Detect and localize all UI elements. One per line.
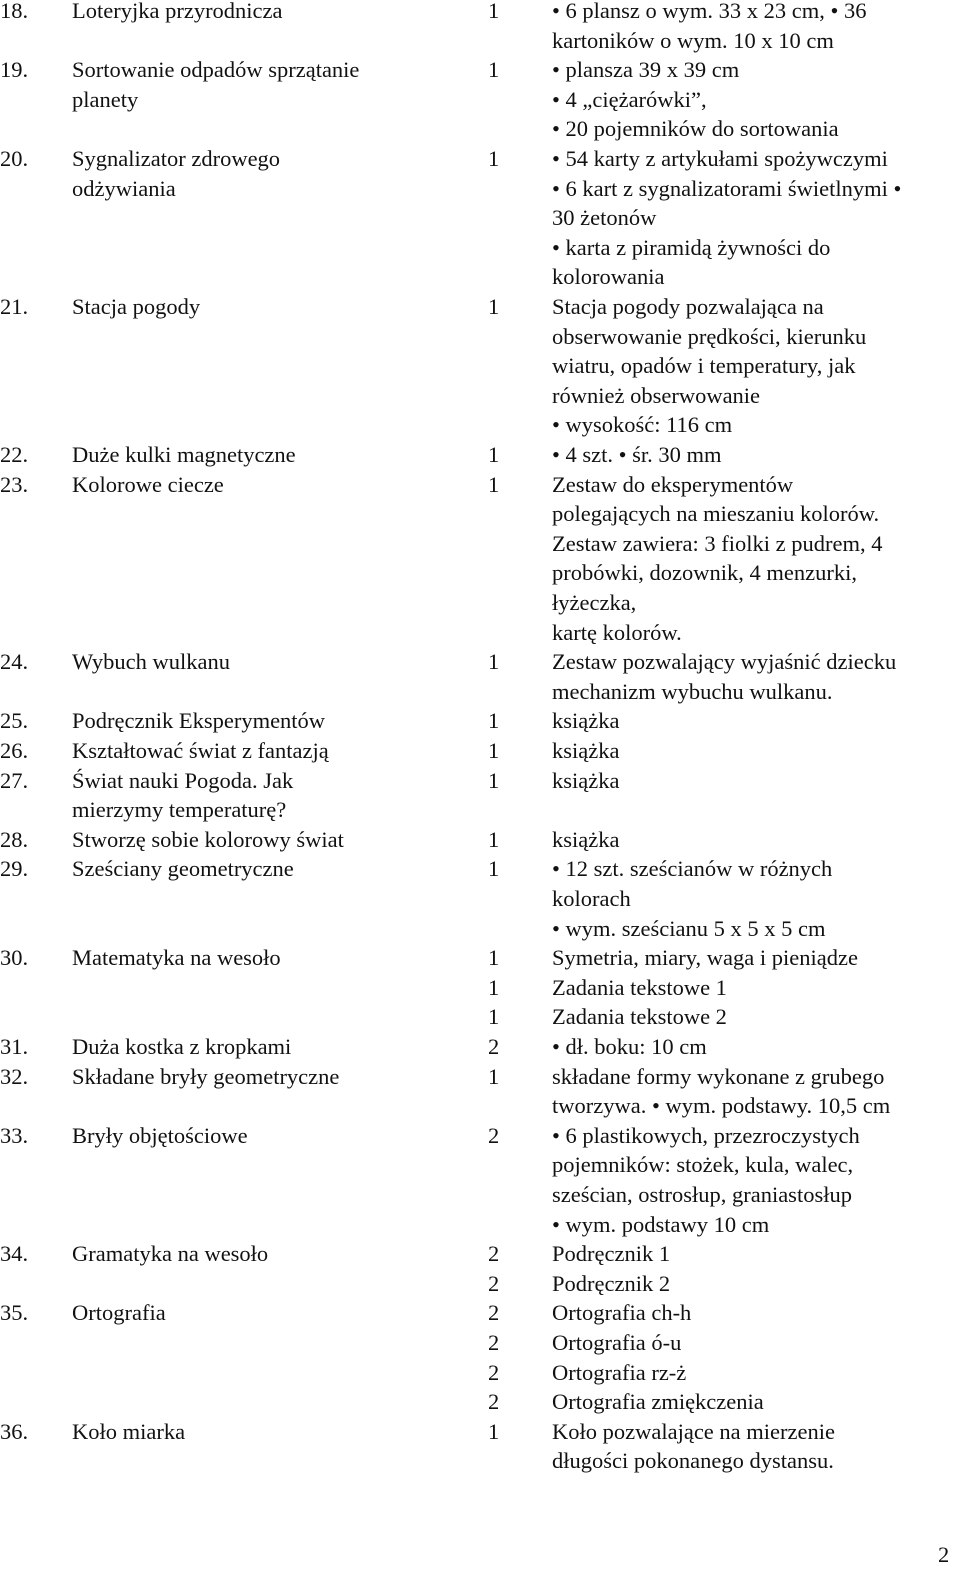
list-item	[0, 440, 960, 470]
item-description: Podręcznik 1	[552, 1241, 671, 1267]
item-description: • 4 „ciężarówki”,	[552, 86, 707, 112]
item-description: książka	[552, 738, 620, 763]
item-description: Symetria, miary, waga i pieniądze	[552, 945, 858, 971]
item-description: • dł. boku: 10 cm	[552, 1034, 707, 1059]
list-item	[0, 144, 960, 292]
item-name: Kształtować świat z fantazją	[72, 738, 329, 763]
item-description: Ortografia ch-h	[552, 1300, 692, 1326]
item-description: kartoników o wym. 10 x 10 cm	[552, 27, 834, 53]
item-description: sześcian, ostrosłup, graniastosłup	[552, 1181, 852, 1207]
item-number: 33.	[0, 1122, 29, 1148]
item-quantity: 2	[488, 1329, 500, 1355]
item-description: również obserwowanie	[552, 382, 761, 408]
list-item	[0, 943, 960, 1032]
list-item	[0, 0, 960, 55]
item-description: mechanizm wybuchu wulkanu.	[552, 678, 833, 704]
item-description: Zadania tekstowe 1	[552, 974, 727, 1000]
item-quantity: 1	[488, 649, 500, 675]
item-number: 18.	[0, 0, 29, 23]
item-name: Składane bryły geometryczne	[72, 1063, 340, 1089]
item-quantity: 1	[488, 1004, 500, 1030]
item-description: łyżeczka,	[552, 589, 637, 615]
item-name: Duże kulki magnetyczne	[72, 442, 296, 467]
item-description: książka	[552, 767, 620, 793]
item-name: Koło miarka	[72, 1418, 186, 1444]
item-description: • 4 szt. • śr. 30 mm	[552, 442, 722, 467]
item-description: Podręcznik 2	[552, 1270, 671, 1296]
item-quantity: 1	[488, 767, 500, 793]
item-quantity: 1	[488, 1063, 500, 1089]
item-name: Sortowanie odpadów sprzątanie	[72, 57, 360, 83]
item-name: Matematyka na wesoło	[72, 945, 281, 971]
list-item	[0, 1417, 960, 1476]
item-number: 21.	[0, 294, 29, 319]
item-quantity: 1	[488, 974, 500, 1000]
list-item	[0, 1121, 960, 1239]
item-quantity: 1	[488, 826, 500, 852]
item-number: 31.	[0, 1034, 29, 1059]
item-description: • karta z piramidą żywności do	[552, 234, 831, 260]
item-number: 20.	[0, 146, 29, 171]
item-name: mierzymy temperaturę?	[72, 797, 287, 823]
item-description: • 12 szt. sześcianów w różnych	[552, 856, 833, 882]
item-description: polegających na mieszaniu kolorów.	[552, 501, 880, 527]
item-name: Gramatyka na wesoło	[72, 1241, 269, 1267]
item-number: 34.	[0, 1241, 29, 1267]
item-description: Zestaw zawiera: 3 fiolki z pudrem, 4	[552, 530, 883, 556]
item-description: • 20 pojemników do sortowania	[552, 116, 839, 142]
list-item	[0, 736, 960, 766]
item-quantity: 2	[488, 1270, 500, 1296]
item-quantity: 1	[488, 1418, 500, 1444]
item-description: Ortografia rz-ż	[552, 1359, 687, 1385]
item-name: Stacja pogody	[72, 294, 201, 319]
item-quantity: 1	[488, 945, 500, 971]
item-description: pojemników: stożek, kula, walec,	[552, 1152, 854, 1178]
list-item	[0, 1239, 960, 1298]
item-quantity: 2	[488, 1359, 500, 1385]
list-item	[0, 1062, 960, 1121]
item-description: Koło pozwalające na mierzenie	[552, 1418, 835, 1444]
item-description: Zadania tekstowe 2	[552, 1004, 727, 1030]
item-quantity: 1	[488, 146, 500, 171]
item-name: Wybuch wulkanu	[72, 649, 230, 675]
list-item	[0, 470, 960, 648]
list-item	[0, 706, 960, 736]
item-quantity: 1	[488, 708, 500, 734]
item-number: 22.	[0, 442, 29, 467]
item-description: składane formy wykonane z grubego	[552, 1063, 885, 1089]
item-quantity: 1	[488, 856, 500, 882]
item-name: Bryły objętościowe	[72, 1122, 248, 1148]
list-item	[0, 647, 960, 706]
item-name: Sygnalizator zdrowego	[72, 146, 281, 171]
item-name: Kolorowe ciecze	[72, 471, 224, 497]
item-description: • 54 karty z artykułami spożywczymi	[552, 146, 888, 171]
item-description: Ortografia zmiękczenia	[552, 1389, 764, 1415]
item-quantity: 2	[488, 1300, 500, 1326]
item-description: wiatru, opadów i temperatury, jak	[552, 353, 856, 379]
item-quantity: 2	[488, 1034, 500, 1059]
item-description: kartę kolorów.	[552, 619, 682, 645]
item-description: obserwowanie prędkości, kierunku	[552, 323, 867, 349]
item-number: 25.	[0, 708, 29, 734]
item-description: Stacja pogody pozwalająca na	[552, 294, 824, 319]
item-description: 30 żetonów	[552, 205, 657, 231]
item-description: książka	[552, 708, 620, 734]
item-number: 29.	[0, 856, 29, 882]
item-description: książka	[552, 826, 620, 852]
item-description: probówki, dozownik, 4 menzurki,	[552, 560, 857, 586]
item-number: 36.	[0, 1418, 29, 1444]
item-quantity: 1	[488, 57, 500, 83]
item-name: Podręcznik Eksperymentów	[72, 708, 326, 734]
item-name: odżywiania	[72, 175, 176, 201]
item-number: 26.	[0, 738, 29, 763]
list-item	[0, 1032, 960, 1062]
item-description: tworzywa. • wym. podstawy. 10,5 cm	[552, 1093, 891, 1119]
item-number: 30.	[0, 945, 29, 971]
item-number: 23.	[0, 471, 29, 497]
list-item	[0, 854, 960, 943]
item-description: • plansza 39 x 39 cm	[552, 57, 740, 83]
item-name: Duża kostka z kropkami	[72, 1034, 292, 1059]
item-description: Zestaw pozwalający wyjaśnić dziecku	[552, 649, 897, 675]
item-description: kolorach	[552, 885, 631, 911]
item-name: Sześciany geometryczne	[72, 856, 294, 882]
item-number: 24.	[0, 649, 29, 675]
item-number: 27.	[0, 767, 29, 793]
item-description: kolorowania	[552, 264, 665, 290]
item-number: 19.	[0, 57, 29, 83]
item-quantity: 1	[488, 442, 500, 467]
item-quantity: 1	[488, 294, 500, 319]
item-name: Świat nauki Pogoda. Jak	[72, 767, 294, 793]
list-item	[0, 55, 960, 144]
item-quantity: 2	[488, 1389, 500, 1415]
item-quantity: 2	[488, 1122, 500, 1148]
item-description: • wym. podstawy 10 cm	[552, 1211, 770, 1237]
item-number: 35.	[0, 1300, 29, 1326]
item-description: Ortografia ó-u	[552, 1329, 682, 1355]
item-quantity: 1	[488, 738, 500, 763]
item-description: • 6 plansz o wym. 33 x 23 cm, • 36	[552, 0, 867, 23]
item-description: • wysokość: 116 cm	[552, 412, 733, 438]
item-name: Ortografia	[72, 1300, 166, 1326]
list-item	[0, 766, 960, 825]
item-description: • 6 kart z sygnalizatorami świetlnymi •	[552, 175, 902, 201]
item-quantity: 2	[488, 1241, 500, 1267]
item-description: • 6 plastikowych, przezroczystych	[552, 1122, 860, 1148]
item-quantity: 1	[488, 0, 500, 23]
item-description: Zestaw do eksperymentów	[552, 471, 794, 497]
page-number: 2	[938, 1542, 950, 1567]
list-item	[0, 292, 960, 440]
list-item	[0, 825, 960, 855]
item-name: Loteryjka przyrodnicza	[72, 0, 283, 23]
item-number: 32.	[0, 1063, 29, 1089]
item-description: długości pokonanego dystansu.	[552, 1448, 834, 1474]
item-name: planety	[72, 86, 139, 112]
item-description: • wym. sześcianu 5 x 5 x 5 cm	[552, 915, 826, 941]
item-quantity: 1	[488, 471, 500, 497]
item-name: Stworzę sobie kolorowy świat	[72, 826, 344, 852]
item-number: 28.	[0, 826, 29, 852]
list-item	[0, 1298, 960, 1416]
